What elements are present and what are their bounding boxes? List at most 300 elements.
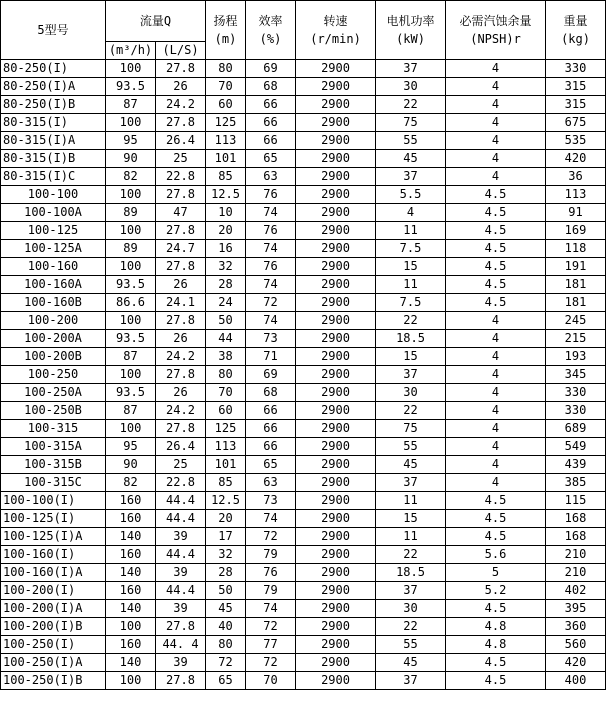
cell-flow-m3h: 100	[106, 366, 156, 384]
cell-efficiency: 63	[246, 168, 296, 186]
cell-efficiency: 66	[246, 114, 296, 132]
cell-head: 20	[206, 222, 246, 240]
cell-flow-ls: 27.8	[156, 186, 206, 204]
cell-flow-m3h: 160	[106, 510, 156, 528]
header-weight-unit: (kg)	[561, 32, 590, 46]
cell-efficiency: 76	[246, 186, 296, 204]
header-efficiency-label: 效率	[258, 14, 283, 28]
cell-flow-m3h: 87	[106, 96, 156, 114]
cell-head: 85	[206, 474, 246, 492]
cell-speed: 2900	[296, 438, 376, 456]
cell-speed: 2900	[296, 78, 376, 96]
cell-motor-power: 30	[376, 600, 446, 618]
cell-flow-m3h: 93.5	[106, 330, 156, 348]
cell-weight: 549	[546, 438, 606, 456]
cell-speed: 2900	[296, 330, 376, 348]
cell-flow-m3h: 89	[106, 204, 156, 222]
cell-flow-ls: 26.4	[156, 132, 206, 150]
cell-npsh: 4.5	[446, 510, 546, 528]
cell-motor-power: 15	[376, 510, 446, 528]
cell-efficiency: 69	[246, 60, 296, 78]
cell-head: 70	[206, 384, 246, 402]
cell-npsh: 4	[446, 384, 546, 402]
cell-head: 72	[206, 654, 246, 672]
cell-head: 32	[206, 258, 246, 276]
cell-model: 100-160B	[1, 294, 106, 312]
cell-npsh: 4.5	[446, 600, 546, 618]
cell-npsh: 5	[446, 564, 546, 582]
cell-speed: 2900	[296, 366, 376, 384]
cell-model: 100-200(I)A	[1, 600, 106, 618]
cell-model: 80-250(I)A	[1, 78, 106, 96]
cell-npsh: 4	[446, 330, 546, 348]
cell-weight: 193	[546, 348, 606, 366]
cell-flow-ls: 27.8	[156, 222, 206, 240]
cell-model: 100-315C	[1, 474, 106, 492]
cell-model: 80-315(I)	[1, 114, 106, 132]
header-speed	[296, 1, 376, 60]
cell-model: 100-250(I)	[1, 636, 106, 654]
cell-model: 100-250(I)A	[1, 654, 106, 672]
table-row	[1, 96, 606, 114]
cell-flow-ls: 39	[156, 528, 206, 546]
cell-speed: 2900	[296, 348, 376, 366]
table-row	[1, 420, 606, 438]
cell-flow-m3h: 93.5	[106, 78, 156, 96]
cell-efficiency: 72	[246, 618, 296, 636]
cell-flow-ls: 27.8	[156, 114, 206, 132]
cell-flow-ls: 24.1	[156, 294, 206, 312]
cell-efficiency: 74	[246, 276, 296, 294]
cell-motor-power: 37	[376, 366, 446, 384]
cell-weight: 245	[546, 312, 606, 330]
header-head-label: 扬程	[213, 14, 238, 28]
cell-weight: 689	[546, 420, 606, 438]
cell-flow-m3h: 140	[106, 528, 156, 546]
cell-model: 100-160A	[1, 276, 106, 294]
cell-model: 100-200A	[1, 330, 106, 348]
cell-weight: 535	[546, 132, 606, 150]
cell-flow-m3h: 95	[106, 132, 156, 150]
table-row	[1, 186, 606, 204]
cell-weight: 345	[546, 366, 606, 384]
cell-npsh: 5.2	[446, 582, 546, 600]
cell-motor-power: 11	[376, 222, 446, 240]
header-npsh-label: 必需汽蚀余量	[459, 14, 532, 28]
cell-head: 113	[206, 132, 246, 150]
cell-flow-m3h: 100	[106, 60, 156, 78]
cell-motor-power: 37	[376, 168, 446, 186]
table-row	[1, 330, 606, 348]
cell-efficiency: 68	[246, 384, 296, 402]
cell-model: 100-315A	[1, 438, 106, 456]
cell-npsh: 4.5	[446, 492, 546, 510]
table-row	[1, 474, 606, 492]
cell-head: 10	[206, 204, 246, 222]
cell-head: 80	[206, 636, 246, 654]
cell-flow-m3h: 100	[106, 420, 156, 438]
table-row	[1, 366, 606, 384]
cell-npsh: 4	[446, 474, 546, 492]
cell-npsh: 4	[446, 402, 546, 420]
cell-speed: 2900	[296, 186, 376, 204]
cell-flow-ls: 27.8	[156, 672, 206, 690]
cell-motor-power: 11	[376, 492, 446, 510]
cell-speed: 2900	[296, 222, 376, 240]
cell-speed: 2900	[296, 510, 376, 528]
cell-speed: 2900	[296, 258, 376, 276]
cell-flow-m3h: 86.6	[106, 294, 156, 312]
header-weight-label: 重量	[563, 14, 588, 28]
cell-weight: 181	[546, 276, 606, 294]
cell-model: 80-315(I)C	[1, 168, 106, 186]
cell-motor-power: 15	[376, 258, 446, 276]
cell-efficiency: 68	[246, 78, 296, 96]
cell-flow-m3h: 90	[106, 150, 156, 168]
header-efficiency-unit: (%)	[259, 32, 282, 46]
cell-speed: 2900	[296, 204, 376, 222]
cell-efficiency: 76	[246, 564, 296, 582]
cell-flow-m3h: 100	[106, 672, 156, 690]
cell-model: 100-125(I)A	[1, 528, 106, 546]
header-weight	[546, 1, 606, 60]
cell-weight: 91	[546, 204, 606, 222]
cell-motor-power: 55	[376, 132, 446, 150]
table-row	[1, 294, 606, 312]
cell-flow-ls: 22.8	[156, 474, 206, 492]
table-row	[1, 636, 606, 654]
cell-efficiency: 65	[246, 150, 296, 168]
cell-flow-ls: 25	[156, 150, 206, 168]
table-row	[1, 312, 606, 330]
cell-speed: 2900	[296, 456, 376, 474]
table-row	[1, 492, 606, 510]
cell-head: 125	[206, 114, 246, 132]
cell-weight: 36	[546, 168, 606, 186]
cell-model: 100-125(I)	[1, 510, 106, 528]
cell-flow-ls: 27.8	[156, 366, 206, 384]
table-row	[1, 654, 606, 672]
table-row	[1, 168, 606, 186]
cell-head: 12.5	[206, 186, 246, 204]
cell-flow-m3h: 90	[106, 456, 156, 474]
cell-weight: 191	[546, 258, 606, 276]
cell-flow-ls: 44.4	[156, 510, 206, 528]
cell-model: 100-160	[1, 258, 106, 276]
cell-npsh: 4	[446, 312, 546, 330]
cell-weight: 420	[546, 150, 606, 168]
cell-npsh: 4	[446, 96, 546, 114]
cell-flow-m3h: 100	[106, 114, 156, 132]
cell-flow-ls: 39	[156, 600, 206, 618]
cell-head: 80	[206, 60, 246, 78]
cell-motor-power: 22	[376, 546, 446, 564]
cell-npsh: 4	[446, 366, 546, 384]
cell-npsh: 4.5	[446, 528, 546, 546]
table-row	[1, 528, 606, 546]
cell-npsh: 4	[446, 438, 546, 456]
table-row	[1, 114, 606, 132]
cell-motor-power: 30	[376, 78, 446, 96]
cell-flow-ls: 26	[156, 78, 206, 96]
cell-flow-ls: 24.2	[156, 402, 206, 420]
cell-head: 44	[206, 330, 246, 348]
cell-weight: 168	[546, 510, 606, 528]
table-header	[1, 1, 606, 60]
cell-model: 80-315(I)B	[1, 150, 106, 168]
cell-motor-power: 18.5	[376, 564, 446, 582]
cell-speed: 2900	[296, 96, 376, 114]
table-row	[1, 600, 606, 618]
cell-flow-ls: 24.2	[156, 96, 206, 114]
cell-model: 100-125A	[1, 240, 106, 258]
cell-flow-ls: 47	[156, 204, 206, 222]
cell-head: 38	[206, 348, 246, 366]
cell-model: 100-125	[1, 222, 106, 240]
cell-npsh: 4.8	[446, 636, 546, 654]
cell-flow-m3h: 140	[106, 654, 156, 672]
cell-motor-power: 37	[376, 582, 446, 600]
cell-flow-m3h: 140	[106, 600, 156, 618]
cell-efficiency: 71	[246, 348, 296, 366]
header-flow: 流量Q	[106, 1, 206, 42]
cell-flow-m3h: 160	[106, 546, 156, 564]
cell-motor-power: 15	[376, 348, 446, 366]
cell-npsh: 4	[446, 78, 546, 96]
cell-npsh: 4.5	[446, 258, 546, 276]
cell-efficiency: 79	[246, 582, 296, 600]
cell-speed: 2900	[296, 240, 376, 258]
table-row	[1, 510, 606, 528]
cell-speed: 2900	[296, 312, 376, 330]
cell-weight: 400	[546, 672, 606, 690]
cell-flow-m3h: 160	[106, 492, 156, 510]
cell-efficiency: 63	[246, 474, 296, 492]
cell-efficiency: 72	[246, 654, 296, 672]
cell-motor-power: 55	[376, 438, 446, 456]
cell-head: 24	[206, 294, 246, 312]
cell-speed: 2900	[296, 600, 376, 618]
cell-efficiency: 66	[246, 402, 296, 420]
cell-head: 20	[206, 510, 246, 528]
cell-speed: 2900	[296, 474, 376, 492]
cell-head: 40	[206, 618, 246, 636]
cell-efficiency: 66	[246, 420, 296, 438]
table-row	[1, 402, 606, 420]
table-row	[1, 456, 606, 474]
cell-flow-m3h: 160	[106, 636, 156, 654]
cell-model: 100-250(I)B	[1, 672, 106, 690]
cell-model: 100-250	[1, 366, 106, 384]
cell-head: 28	[206, 564, 246, 582]
cell-head: 113	[206, 438, 246, 456]
cell-npsh: 4	[446, 132, 546, 150]
table-row	[1, 150, 606, 168]
table-row	[1, 78, 606, 96]
cell-npsh: 4.5	[446, 294, 546, 312]
cell-speed: 2900	[296, 114, 376, 132]
cell-efficiency: 70	[246, 672, 296, 690]
cell-npsh: 4	[446, 114, 546, 132]
cell-efficiency: 65	[246, 456, 296, 474]
cell-npsh: 4.5	[446, 240, 546, 258]
cell-flow-ls: 26.4	[156, 438, 206, 456]
cell-motor-power: 45	[376, 150, 446, 168]
cell-speed: 2900	[296, 150, 376, 168]
header-head	[206, 1, 246, 60]
cell-flow-m3h: 89	[106, 240, 156, 258]
table-row	[1, 564, 606, 582]
cell-motor-power: 22	[376, 96, 446, 114]
cell-speed: 2900	[296, 402, 376, 420]
cell-weight: 360	[546, 618, 606, 636]
cell-head: 85	[206, 168, 246, 186]
cell-efficiency: 72	[246, 294, 296, 312]
cell-npsh: 4	[446, 456, 546, 474]
cell-flow-m3h: 160	[106, 582, 156, 600]
table-row	[1, 438, 606, 456]
table-row	[1, 384, 606, 402]
cell-flow-ls: 26	[156, 384, 206, 402]
cell-model: 100-160(I)A	[1, 564, 106, 582]
cell-model: 100-200B	[1, 348, 106, 366]
cell-head: 32	[206, 546, 246, 564]
header-npsh-unit: (NPSH)r	[470, 32, 521, 46]
cell-flow-m3h: 100	[106, 222, 156, 240]
cell-motor-power: 11	[376, 528, 446, 546]
table-body	[1, 60, 606, 690]
cell-npsh: 4.5	[446, 672, 546, 690]
cell-efficiency: 72	[246, 528, 296, 546]
cell-weight: 439	[546, 456, 606, 474]
table-row	[1, 204, 606, 222]
cell-head: 80	[206, 366, 246, 384]
cell-model: 100-315B	[1, 456, 106, 474]
cell-motor-power: 7.5	[376, 240, 446, 258]
cell-weight: 215	[546, 330, 606, 348]
cell-speed: 2900	[296, 276, 376, 294]
cell-model: 80-250(I)	[1, 60, 106, 78]
table-row	[1, 258, 606, 276]
cell-npsh: 4	[446, 60, 546, 78]
cell-speed: 2900	[296, 168, 376, 186]
cell-weight: 315	[546, 96, 606, 114]
cell-efficiency: 66	[246, 132, 296, 150]
cell-flow-m3h: 87	[106, 402, 156, 420]
cell-flow-m3h: 87	[106, 348, 156, 366]
cell-speed: 2900	[296, 672, 376, 690]
header-flow-m3h: (m³/h)	[106, 42, 156, 60]
table-row	[1, 672, 606, 690]
header-model: 5型号	[1, 1, 106, 60]
cell-npsh: 4.5	[446, 186, 546, 204]
cell-model: 80-315(I)A	[1, 132, 106, 150]
cell-motor-power: 75	[376, 114, 446, 132]
cell-speed: 2900	[296, 582, 376, 600]
table-row	[1, 582, 606, 600]
cell-head: 28	[206, 276, 246, 294]
cell-weight: 330	[546, 402, 606, 420]
cell-flow-ls: 44.4	[156, 582, 206, 600]
cell-motor-power: 75	[376, 420, 446, 438]
cell-speed: 2900	[296, 60, 376, 78]
cell-npsh: 4.8	[446, 618, 546, 636]
cell-motor-power: 45	[376, 456, 446, 474]
cell-weight: 169	[546, 222, 606, 240]
header-head-unit: (m)	[214, 32, 237, 46]
cell-flow-m3h: 100	[106, 186, 156, 204]
cell-npsh: 4	[446, 348, 546, 366]
cell-flow-ls: 27.8	[156, 312, 206, 330]
table-row	[1, 132, 606, 150]
cell-flow-ls: 24.7	[156, 240, 206, 258]
cell-flow-ls: 39	[156, 564, 206, 582]
cell-efficiency: 74	[246, 204, 296, 222]
cell-flow-ls: 39	[156, 654, 206, 672]
cell-flow-m3h: 93.5	[106, 276, 156, 294]
cell-efficiency: 76	[246, 222, 296, 240]
cell-weight: 113	[546, 186, 606, 204]
cell-motor-power: 37	[376, 672, 446, 690]
cell-efficiency: 74	[246, 240, 296, 258]
cell-npsh: 4	[446, 420, 546, 438]
cell-efficiency: 66	[246, 438, 296, 456]
table-row	[1, 618, 606, 636]
cell-weight: 118	[546, 240, 606, 258]
cell-motor-power: 18.5	[376, 330, 446, 348]
cell-flow-ls: 27.8	[156, 258, 206, 276]
cell-npsh: 4.5	[446, 654, 546, 672]
cell-efficiency: 76	[246, 258, 296, 276]
cell-flow-ls: 26	[156, 330, 206, 348]
cell-model: 100-100	[1, 186, 106, 204]
cell-npsh: 4	[446, 168, 546, 186]
cell-npsh: 4.5	[446, 276, 546, 294]
cell-weight: 402	[546, 582, 606, 600]
table-row	[1, 276, 606, 294]
table-row	[1, 222, 606, 240]
cell-efficiency: 79	[246, 546, 296, 564]
cell-weight: 330	[546, 60, 606, 78]
cell-flow-m3h: 100	[106, 312, 156, 330]
cell-weight: 385	[546, 474, 606, 492]
cell-efficiency: 74	[246, 510, 296, 528]
cell-motor-power: 30	[376, 384, 446, 402]
cell-flow-ls: 44.4	[156, 492, 206, 510]
cell-head: 50	[206, 582, 246, 600]
cell-flow-m3h: 140	[106, 564, 156, 582]
cell-head: 65	[206, 672, 246, 690]
cell-model: 100-200(I)B	[1, 618, 106, 636]
cell-model: 100-160(I)	[1, 546, 106, 564]
header-motor-power-unit: (kW)	[396, 32, 425, 46]
cell-efficiency: 77	[246, 636, 296, 654]
cell-npsh: 4	[446, 150, 546, 168]
cell-head: 12.5	[206, 492, 246, 510]
cell-efficiency: 69	[246, 366, 296, 384]
cell-motor-power: 37	[376, 474, 446, 492]
cell-flow-ls: 27.8	[156, 420, 206, 438]
cell-head: 70	[206, 78, 246, 96]
cell-npsh: 4.5	[446, 204, 546, 222]
cell-speed: 2900	[296, 132, 376, 150]
cell-weight: 395	[546, 600, 606, 618]
cell-npsh: 5.6	[446, 546, 546, 564]
cell-weight: 315	[546, 78, 606, 96]
header-motor-power	[376, 1, 446, 60]
cell-model: 100-200	[1, 312, 106, 330]
cell-head: 60	[206, 96, 246, 114]
